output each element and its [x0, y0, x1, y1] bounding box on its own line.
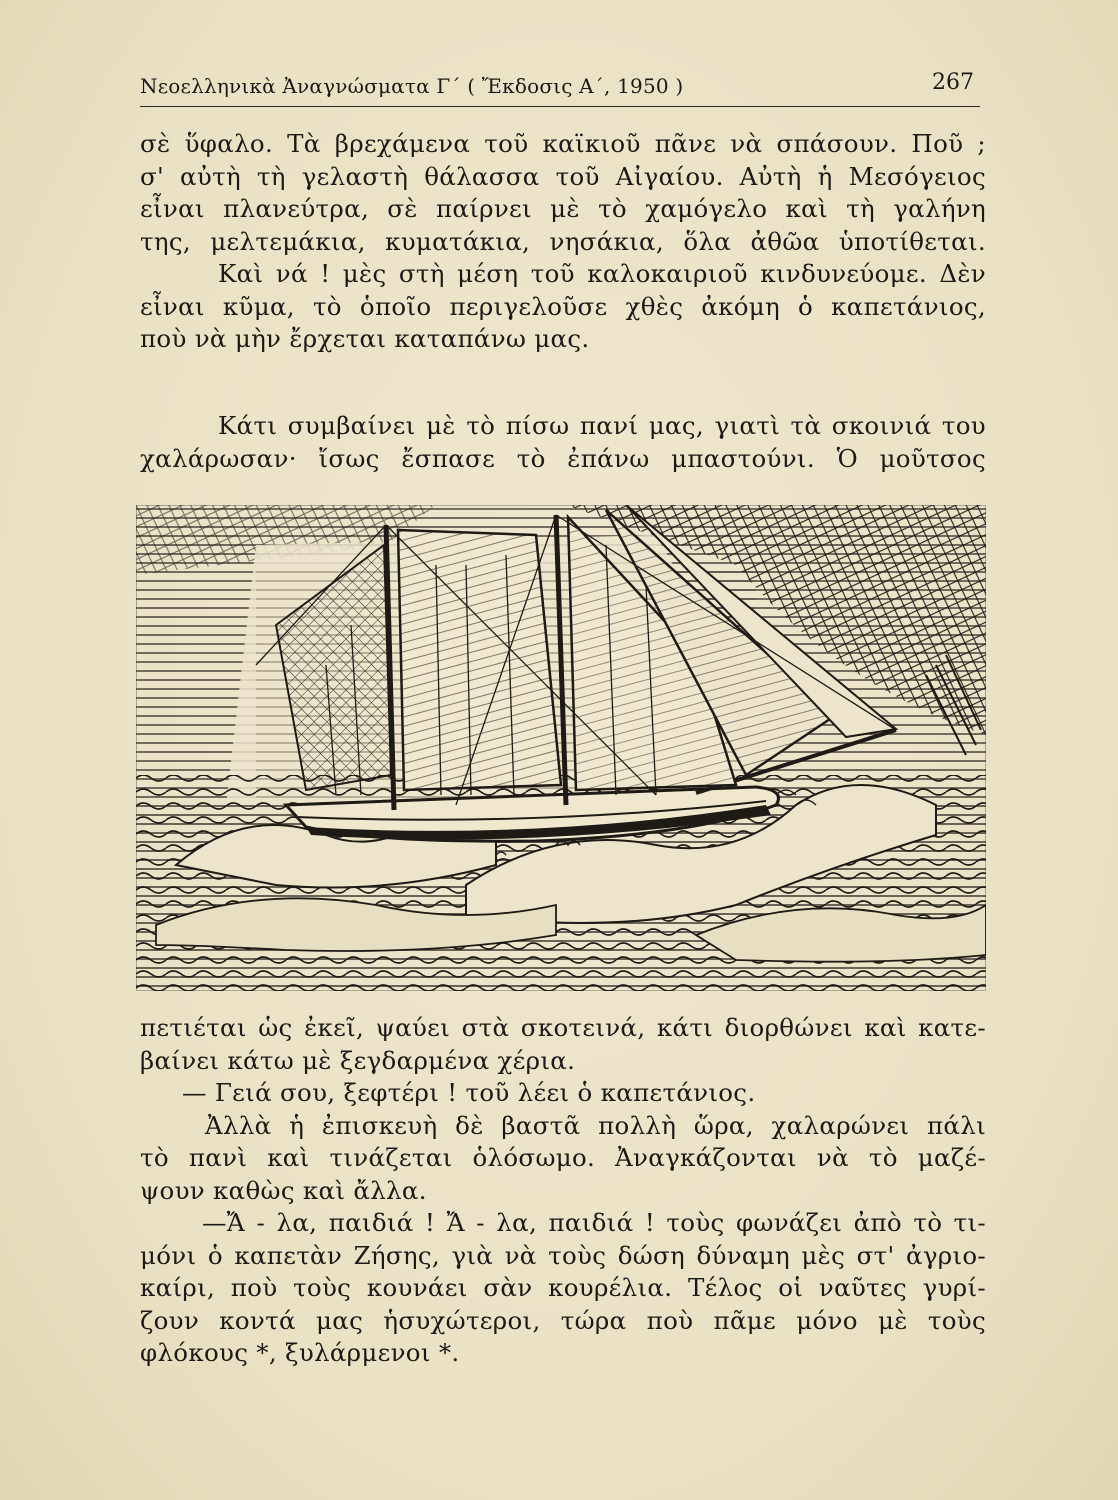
- dialogue-line: —Ἄ - λα, παιδιά ! Ἄ - λα, παιδιά ! τοὺς φωνάζει ἀπὸ τὸ τι-: [202, 1208, 986, 1237]
- text-line: σ' αὐτὴ τὴ γελαστὴ θάλασσα τοῦ Αἰγαίου. Αὐτὴ ἡ Μεσόγειος: [140, 161, 986, 191]
- text-line: εἶναι κῦμα, τὸ ὁποῖο περιγελοῦσε χθὲς ἀκόμη ὁ καπετάνιος,: [140, 291, 986, 321]
- text-line: χαλάρωσαν· ἴσως ἔσπασε τὸ ἐπάνω μπαστούνι. Ὁ μοῦτσος: [140, 443, 986, 473]
- header-title: Νεοελληνικὰ Ἀναγνώσματα Γ΄ ( Ἔκδοσις Α΄, 1950 ): [140, 74, 684, 98]
- page-number: 267: [932, 70, 974, 95]
- engraving: [136, 505, 986, 991]
- text-line: σὲ ὕφαλο. Τὰ βρεχάμενα τοῦ καϊκιοῦ πᾶνε νὰ σπάσουν. Ποῦ ;: [140, 129, 986, 158]
- text-line: πετιέται ὡς ἐκεῖ, ψαύει στὰ σκοτεινά, κάτι διορθώνει καὶ κατε-: [140, 1013, 986, 1042]
- text-line: μόνι ὁ καπετὰν Ζήσης, γιὰ νὰ τοὺς δώση δύναμη μὲς στ' ἀγριο-: [140, 1240, 986, 1270]
- dialogue-line: — Γειά σου, ξεφτέρι ! τοῦ λέει ὁ καπετάνιος.: [182, 1078, 756, 1107]
- schooner-illustration: [136, 505, 986, 991]
- text-line: φλόκους *, ξυλάρμενοι *.: [140, 1338, 460, 1367]
- text-line: τὸ πανὶ καὶ τινάζεται ὁλόσωμο. Ἀναγκάζονται νὰ τὸ μαζέ-: [140, 1143, 986, 1172]
- text-line: ποὺ νὰ μὴν ἔρχεται καταπάνω μας.: [140, 324, 590, 353]
- text-line: βαίνει κάτω μὲ ξεγδαρμένα χέρια.: [140, 1045, 576, 1075]
- text-line: Καὶ νά ! μὲς στὴ μέση τοῦ καλοκαιριοῦ κινδυνεύομε. Δὲν: [218, 259, 986, 288]
- paragraph-block-2: [140, 410, 986, 475]
- running-header: [140, 70, 980, 107]
- text-line: Ἀλλὰ ἡ ἐπισκευὴ δὲ βαστᾶ πολλὴ ὥρα, χαλαρώνει πάλι: [205, 1110, 986, 1140]
- text-line: ψουν καθὼς καὶ ἄλλα.: [140, 1175, 427, 1205]
- paragraph-block-3: [140, 1012, 986, 1370]
- text-line: καίρι, ποὺ τοὺς κουνάει σὰν κουρέλια. Τέλος οἱ ναῦτες γυρί-: [140, 1273, 986, 1302]
- text-line: της, μελτεμάκια, κυματάκια, νησάκια, ὅλα ἀθῶα ὑποτίθεται.: [140, 226, 986, 256]
- text-line: εἶναι πλανεύτρα, σὲ παίρνει μὲ τὸ χαμόγελο καὶ τὴ γαλήνη: [140, 194, 986, 223]
- text-line: Κάτι συμβαίνει μὲ τὸ πίσω πανί μας, γιατὶ τὰ σκοινιά του: [218, 411, 986, 440]
- text-line: ζουν κοντά μας ἡσυχώτεροι, τώρα ποὺ πᾶμε μόνο μὲ τοὺς: [140, 1305, 986, 1335]
- paragraph-block-1: [140, 128, 986, 356]
